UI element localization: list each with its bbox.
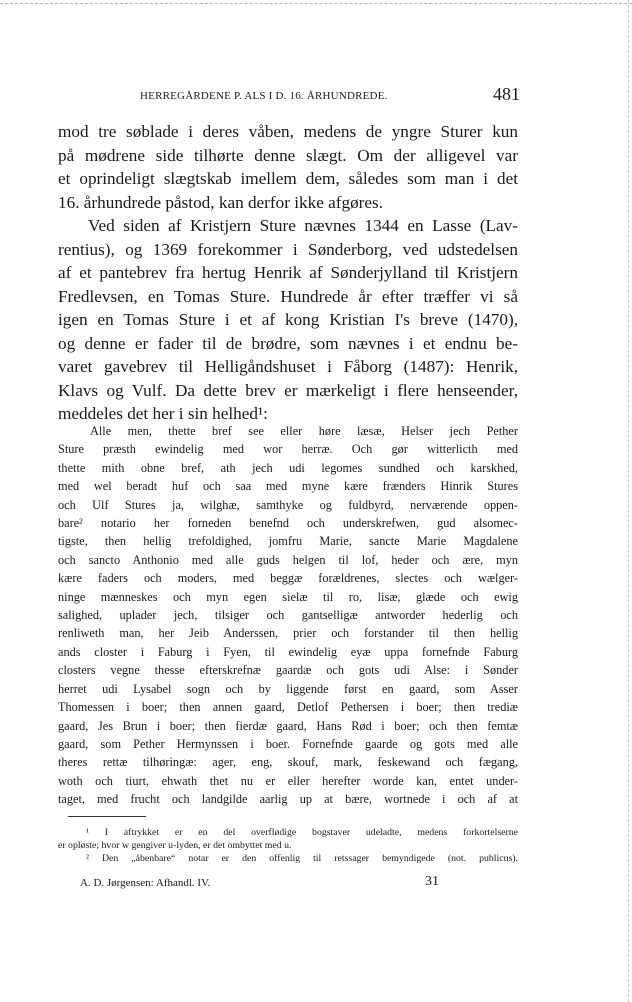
quote-line: Thomessen i boer; then annen gaard, Detlof Pethersen i boer; then trediæ: [58, 700, 518, 715]
quote-line: theres rettæ tilhøringæ: ager, eng, skouf, mark, feskewand och fægang,: [58, 755, 518, 770]
quote-line: med wel beradt huf och saa med myne kære frænders Hinrik Stures: [58, 479, 518, 494]
running-head: HERREGÅRDENE P. ALS I D. 16. ÅRHUNDREDE.: [140, 90, 388, 102]
text-line: 16. århundrede påstod, kan derfor ikke afgøres.: [58, 192, 384, 212]
text-line: af et pantebrev fra hertug Henrik af Sønderjylland til Kristjern: [58, 263, 518, 282]
quote-line: Alle men, thette bref see eller høre læsæ, Helser jech Pether: [90, 424, 518, 438]
quote-line: bare² notario her forneden benefnd och underskrefwen, gud alsomec-: [58, 516, 518, 531]
page-number: 481: [493, 84, 520, 104]
footnotes: [58, 826, 518, 865]
signature-author: A. D. Jørgensen: Afhandl. IV.: [80, 877, 211, 889]
text-line: på mødrene side tilhørte denne slægt. Om der alligevel var: [58, 145, 518, 165]
quote-line: thette mith obne bref, ath jech udi legomes sundhed och karskhed,: [58, 460, 518, 475]
text-line: mod tre søblade i deres våben, medens de yngre Sturer kun: [58, 122, 518, 141]
text-line: et oprindeligt slægtskab imellem dem, således som man i det: [58, 169, 518, 188]
text-line: varet gavebrev til Helligåndshuset i Fåborg (1487): Henrik,: [58, 357, 518, 376]
text-line: rentius), og 1369 forekommer i Sønderborg, ved udstedelsen: [58, 239, 518, 259]
quote-line: tigste, then hellig trefoldighed, jomfru Marie, sancte Marie Magdalene: [58, 534, 518, 549]
quote-line: och Ulf Stures ja, wilghæ, samthyke og fuldbyrd, nerværende oppen-: [58, 497, 518, 512]
text-line: meddeles det her i sin helhed¹:: [58, 404, 268, 423]
quote-line: taget, med frucht och landgilde aarlig up at bære, wortnede i och af at: [58, 792, 518, 807]
sheet-number: 31: [425, 874, 439, 889]
quoted-deed: [58, 422, 518, 809]
quote-line: Sture præsth ewindelig med wor herræ. Och gør witterlicth med: [58, 442, 518, 457]
scan-edge-right: [628, 0, 629, 1002]
quote-line: och sancto Anthonio med alle guds helgen til lof, heder och ære, myn: [58, 552, 518, 567]
text-line: Ved siden af Kristjern Sture nævnes 1344 en Lasse (Lav-: [88, 216, 518, 235]
quote-line: herret udi Lysabel sogn och by liggende først en gaard, som Asser: [58, 681, 518, 696]
text-line: Klavs og Vulf. Da dette brev er mærkeligt i flere henseender,: [58, 380, 518, 400]
main-text: [58, 120, 518, 426]
quote-line: ands closter i Faburg i Fyen, til ewindelig eyæ uppa fornefnde Faburg: [58, 644, 518, 659]
quote-line: woth och tiurt, ehwath thet nu er eller herefter worde kan, entet under-: [58, 773, 518, 788]
scan-edge-top: [0, 3, 632, 4]
text-line: og denne er fader til de brødre, som nævnes i et endnu be-: [58, 333, 518, 353]
footnote-1-line: ¹ I aftrykket er en del overflødige bogstaver udeladte, medens forkortelserne: [86, 827, 518, 838]
quote-line: salighed, uplader jech, tilsiger och gantselligæ antworder hederlig och: [58, 608, 518, 623]
text-line: igen en Tomas Sture i et af kong Kristian I's breve (1470),: [58, 310, 518, 329]
footnote-1-line: er opløste; hvor w gengiver u-lyden, er det ombyttet med u.: [58, 840, 292, 851]
quote-line: kære faders och moders, med beggæ forældrenes, slectes och wælger-: [58, 571, 518, 586]
quote-line: ninge mænneskes och myn egen sielæ til ro, lisæ, glæde och ewig: [58, 589, 518, 604]
text-line: Fredlevsen, en Tomas Sture. Hundrede år efter træffer vi så: [58, 286, 518, 306]
quote-line: renliweth man, her Jeib Anderssen, prier och forstander til then hellig: [58, 626, 518, 641]
quote-line: closters vegne thesse efterskrefnæ gaardæ och gots udi Alse: i Sønder: [58, 663, 518, 678]
footnote-divider: [68, 816, 146, 817]
quote-line: gaard, Jes Brun i boer; then fierdæ gaard, Hans Rød i boer; och then femtæ: [58, 718, 518, 733]
footnote-2: ² Den „åbenbare“ notar er den offenlig til retssager bemyndigede (not. publicus).: [86, 853, 518, 864]
quote-line: gaard, som Pether Hermynssen i boer. Fornefnde gaarde og gots med alle: [58, 736, 518, 751]
